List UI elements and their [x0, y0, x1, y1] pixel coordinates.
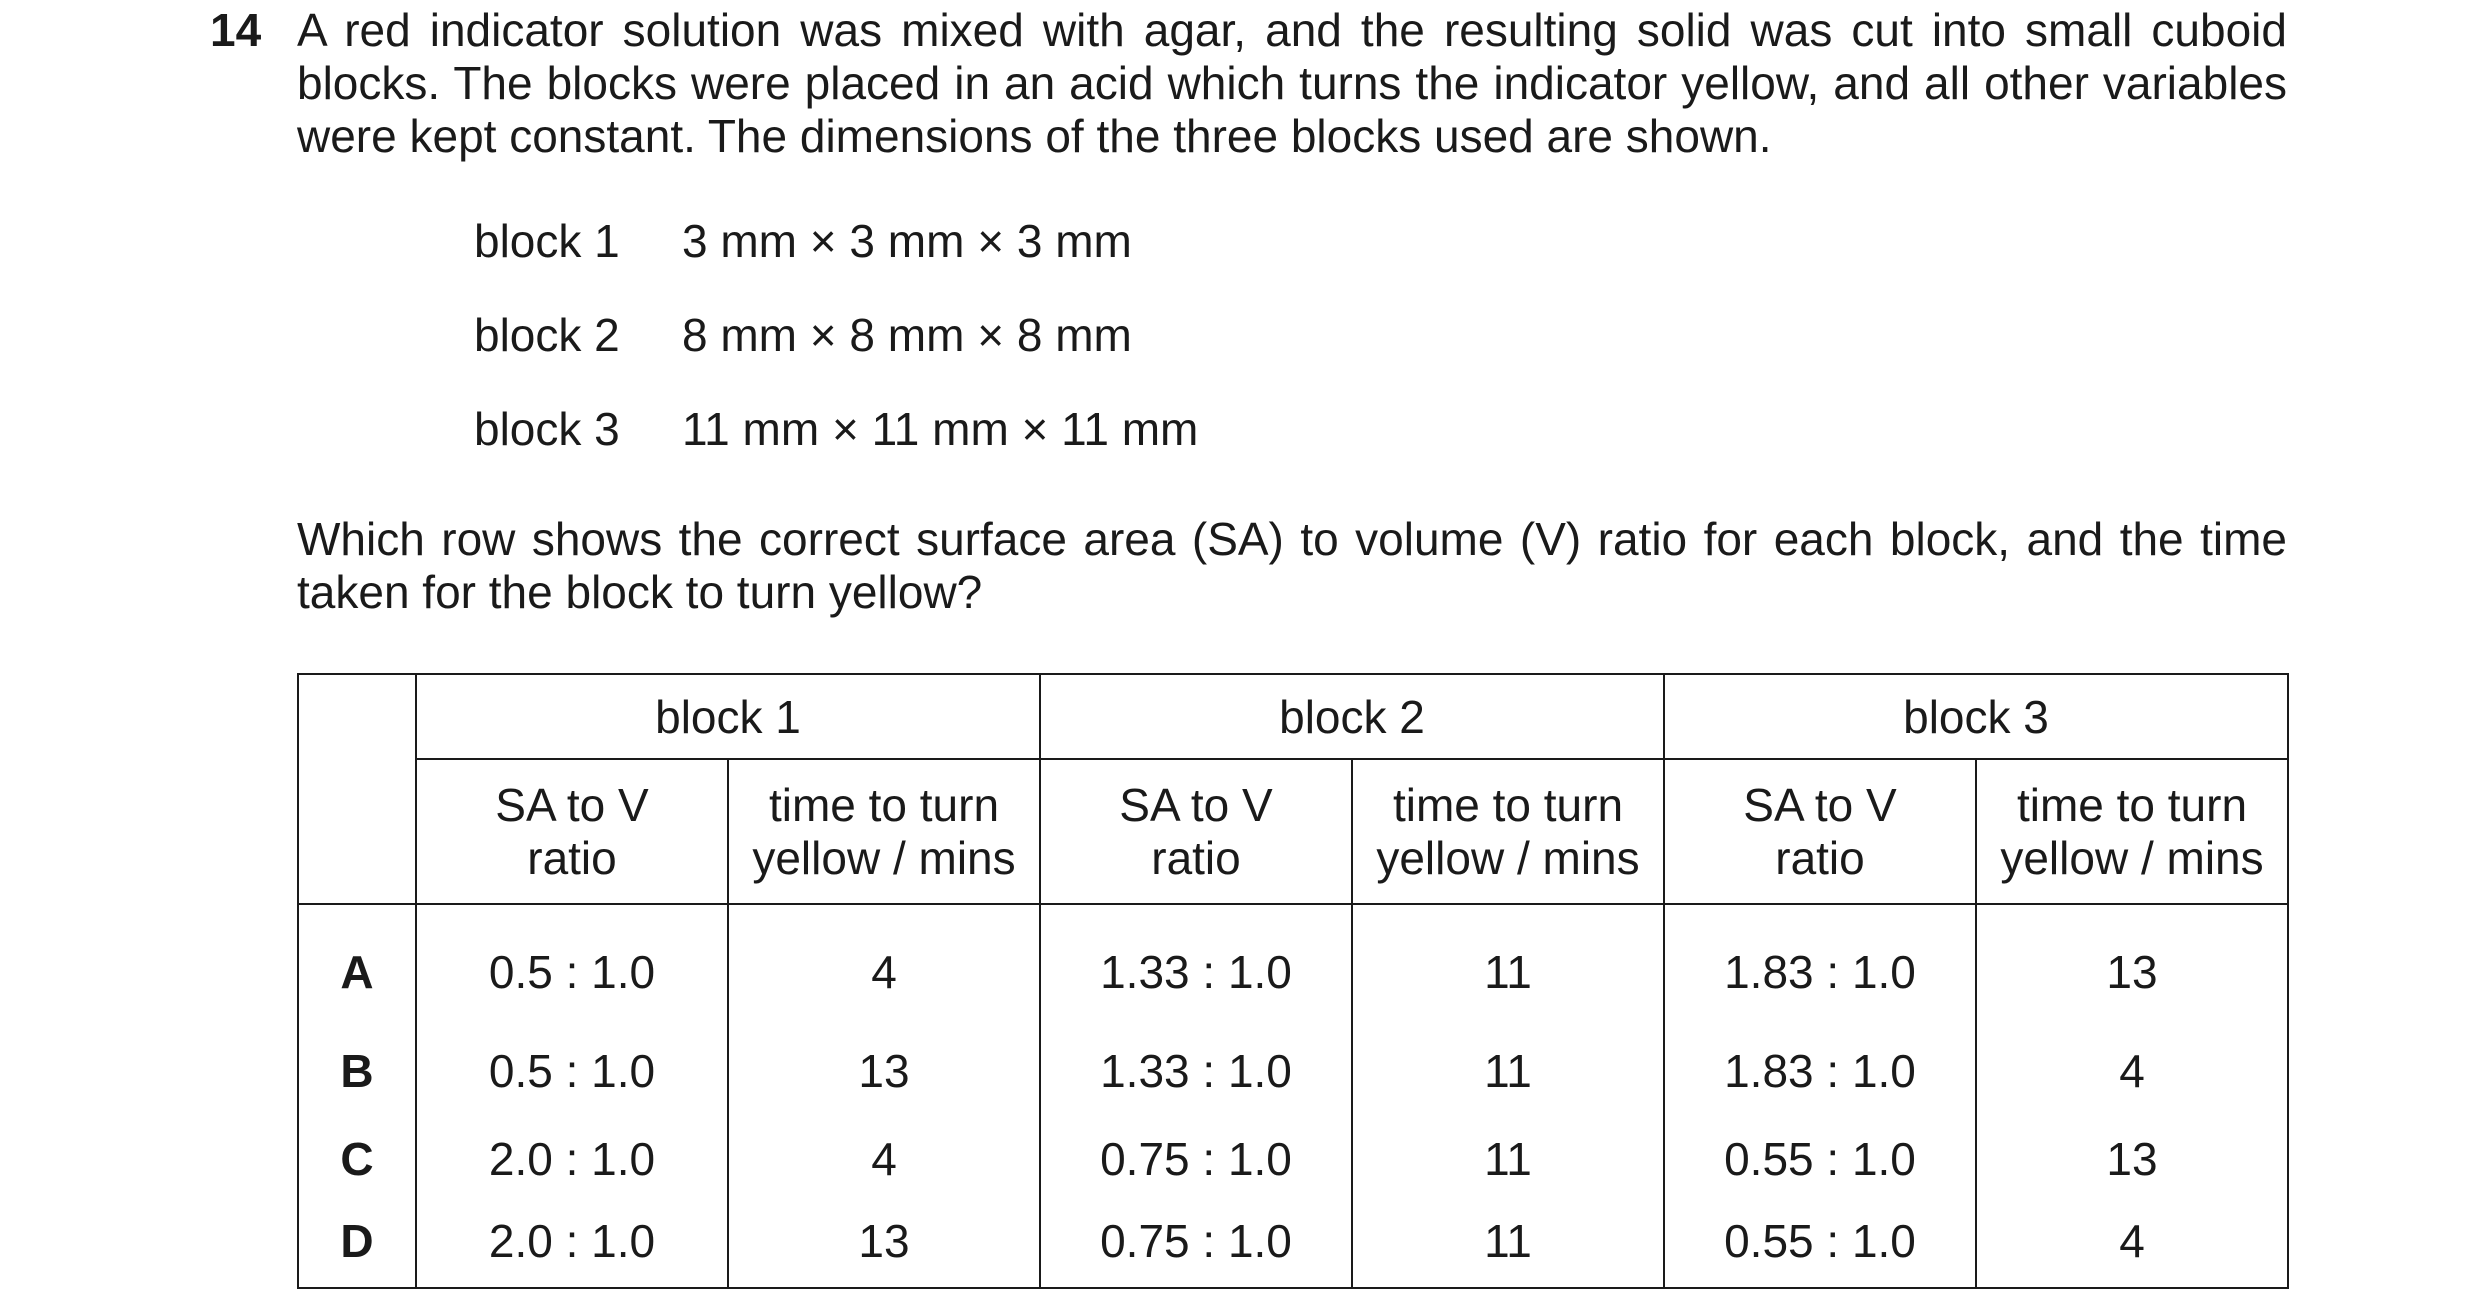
- sub-header-time: [728, 759, 1040, 904]
- block-dimensions-list: [474, 215, 1198, 497]
- table-cell: 13: [1976, 904, 2288, 1027]
- block-dimension-row: [474, 215, 1198, 309]
- header-line: ratio: [1151, 831, 1241, 884]
- block-name: block 3: [474, 403, 620, 455]
- group-header-block-3: block 3: [1664, 674, 2288, 759]
- table-cell: 0.5 : 1.0: [416, 904, 728, 1027]
- option-letter: B: [298, 1027, 416, 1115]
- table-corner-cell: [298, 674, 416, 904]
- header-line: SA to V: [495, 778, 649, 831]
- table-cell: 0.75 : 1.0: [1040, 1115, 1352, 1203]
- header-line: time to turn: [768, 778, 1000, 831]
- table-cell: 11: [1352, 1115, 1664, 1203]
- table-cell: 1.33 : 1.0: [1040, 904, 1352, 1027]
- table-row: [298, 1027, 2288, 1115]
- block-name: block 2: [474, 309, 620, 361]
- sub-header-ratio: [1040, 759, 1352, 904]
- table-cell: 4: [728, 1115, 1040, 1203]
- sub-header-time: [1976, 759, 2288, 904]
- header-line: time to turn: [2016, 778, 2248, 831]
- table-cell: 1.83 : 1.0: [1664, 1027, 1976, 1115]
- table-cell: 1.83 : 1.0: [1664, 904, 1976, 1027]
- table-cell: 0.75 : 1.0: [1040, 1203, 1352, 1288]
- question-prompt: Which row shows the correct surface area (SA) to volume (V) ratio for each block, and the time taken for the block to turn yellow?: [297, 513, 2287, 618]
- block-name: block 1: [474, 215, 620, 267]
- block-dimension-row: [474, 309, 1198, 403]
- header-line: SA to V: [1743, 778, 1897, 831]
- option-letter: D: [298, 1203, 416, 1288]
- header-line: yellow / mins: [752, 831, 1016, 884]
- table-group-header-row: [298, 674, 2288, 759]
- group-header-block-1: block 1: [416, 674, 1040, 759]
- table-cell: 13: [728, 1027, 1040, 1115]
- block-dims: 3 mm × 3 mm × 3 mm: [682, 215, 1132, 267]
- block-dims: 8 mm × 8 mm × 8 mm: [682, 309, 1132, 361]
- block-dims: 11 mm × 11 mm × 11 mm: [682, 403, 1199, 455]
- table-cell: 13: [1976, 1115, 2288, 1203]
- sub-header-time: [1352, 759, 1664, 904]
- table-cell: 11: [1352, 904, 1664, 1027]
- table-cell: 1.33 : 1.0: [1040, 1027, 1352, 1115]
- table-cell: 4: [728, 904, 1040, 1027]
- group-header-block-2: block 2: [1040, 674, 1664, 759]
- table-cell: 4: [1976, 1027, 2288, 1115]
- sub-header-ratio: [416, 759, 728, 904]
- table-cell: 13: [728, 1203, 1040, 1288]
- table-cell: 2.0 : 1.0: [416, 1115, 728, 1203]
- question-number: 14: [210, 4, 262, 56]
- table-cell: 2.0 : 1.0: [416, 1203, 728, 1288]
- header-line: ratio: [1775, 831, 1865, 884]
- table-sub-header-row: [298, 759, 2288, 904]
- sub-header-ratio: [1664, 759, 1976, 904]
- table-cell: 11: [1352, 1027, 1664, 1115]
- table-cell: 0.55 : 1.0: [1664, 1203, 1976, 1288]
- header-line: yellow / mins: [2000, 831, 2264, 884]
- header-line: yellow / mins: [1376, 831, 1640, 884]
- header-line: time to turn: [1392, 778, 1624, 831]
- table-row: [298, 1115, 2288, 1203]
- table-row: [298, 904, 2288, 1027]
- table-cell: 0.55 : 1.0: [1664, 1115, 1976, 1203]
- table-cell: 4: [1976, 1203, 2288, 1288]
- table-cell: 0.5 : 1.0: [416, 1027, 728, 1115]
- option-letter: A: [298, 904, 416, 1027]
- header-line: ratio: [527, 831, 617, 884]
- block-dimension-row: [474, 403, 1198, 497]
- answer-table: [297, 673, 2289, 1289]
- header-line: SA to V: [1119, 778, 1273, 831]
- table-row: [298, 1203, 2288, 1288]
- question-intro: A red indicator solution was mixed with agar, and the resulting solid was cut into small cuboid blocks. The blocks were placed in an acid which turns the indicator yellow, and all other variables were kept constant. The dimensions of the three blocks used are shown.: [297, 4, 2287, 162]
- option-letter: C: [298, 1115, 416, 1203]
- table-cell: 11: [1352, 1203, 1664, 1288]
